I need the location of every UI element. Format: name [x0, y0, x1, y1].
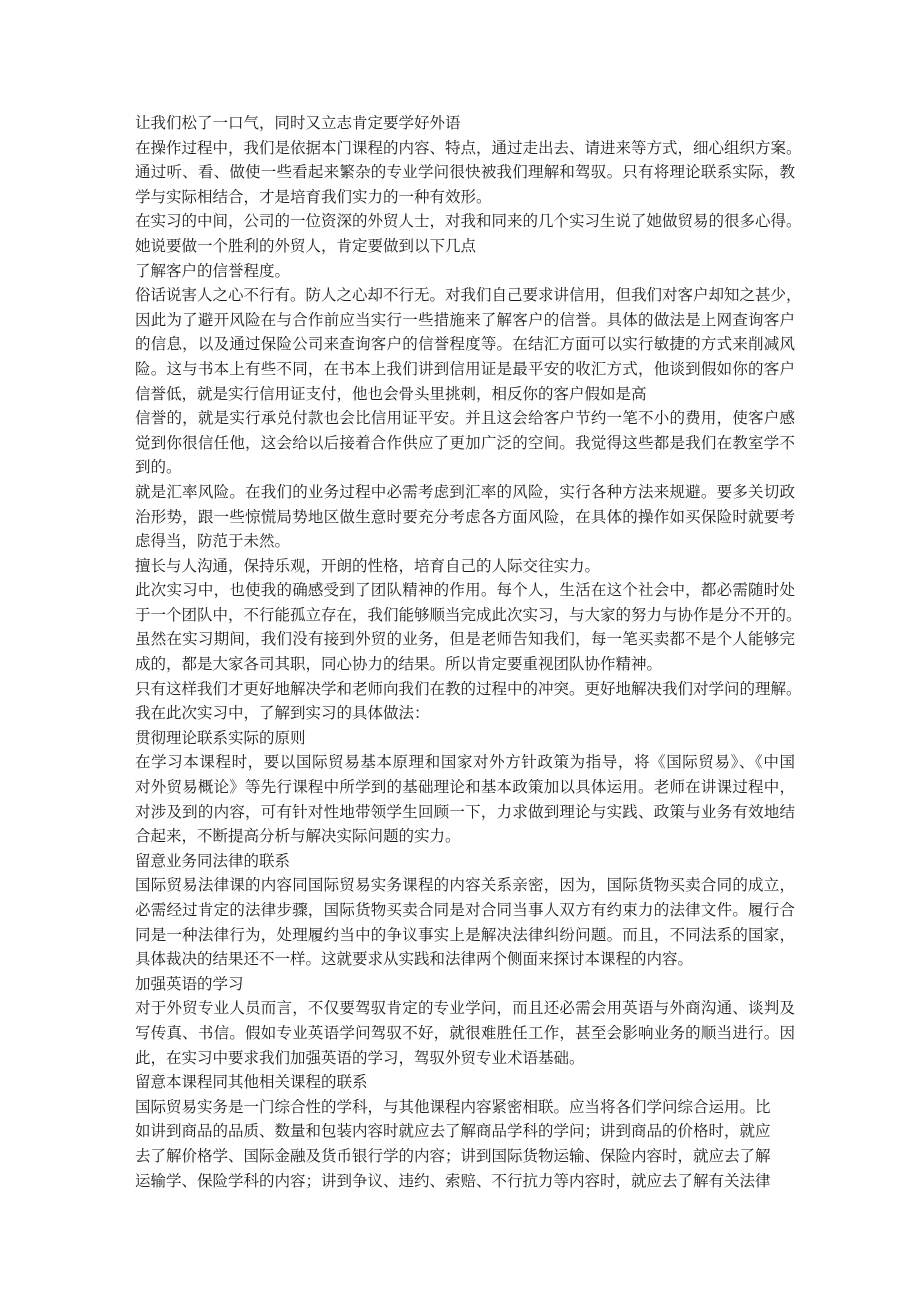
text-line: 成的，都是大家各司其职，同心协力的结果。所以肯定要重视团队协作精神。	[135, 655, 663, 674]
text-line: 同是一种法律行为，处理履约当中的争议事实上是解决法律纠纷问题。而且，不同法系的国家，	[135, 925, 795, 944]
text-line: 虑得当，防范于未然。	[135, 532, 291, 551]
text-line: 加强英语的学习	[135, 974, 244, 993]
text-line: 对涉及到的内容，可有针对性地带领学生回顾一下，力求做到理论与实践、政策与业务有效地结	[135, 802, 795, 821]
text-line: 了解客户的信誉程度。	[135, 261, 291, 280]
text-line: 具体裁决的结果还不一样。这就要求从实践和法律两个侧面来探讨本课程的内容。	[135, 950, 694, 969]
text-line: 只有这样我们才更好地解决学和老师向我们在教的过程中的冲突。更好地解决我们对学问的理解。	[135, 679, 802, 698]
text-line: 运输学、保险学科的内容；讲到争议、违约、索赔、不行抗力等内容时，就应去了解有关法律	[135, 1171, 771, 1190]
text-line: 在操作过程中，我们是依据本门课程的内容、特点，通过走出去、请进来等方式，细心组织方案。	[135, 138, 802, 157]
text-line: 贯彻理论联系实际的原则	[135, 728, 306, 747]
text-line: 到的。	[135, 458, 182, 477]
text-line: 此次实习中，也使我的确感受到了团队精神的作用。每个人，生活在这个社会中，都必需随时处	[135, 581, 795, 600]
text-line: 留意业务同法律的联系	[135, 851, 291, 870]
text-line: 对于外贸专业人员而言，不仅要驾驭肯定的专业学问，而且还必需会用英语与外商沟通、谈判及	[135, 999, 795, 1018]
text-line: 在学习本课程时，要以国际贸易基本原理和国家对外方针政策为指导，将《国际贸易》、《中国	[135, 753, 795, 772]
text-line: 她说要做一个胜利的外贸人，肯定要做到以下几点	[135, 236, 477, 255]
text-line: 虽然在实习期间，我们没有接到外贸的业务，但是老师告知我们，每一笔买卖都不是个人能够完	[135, 630, 795, 649]
text-line: 就是汇率风险。在我们的业务过程中必需考虑到汇率的风险，实行各种方法来规避。要多关切政	[135, 482, 795, 501]
text-line: 的信息，以及通过保险公司来查询客户的信誉程度等。在结汇方面可以实行敏捷的方式来削减风	[135, 335, 795, 354]
text-line: 觉到你很信任他，这会给以后接着合作供应了更加广泛的空间。我觉得这些都是我们在教室学不	[135, 433, 795, 452]
document-body	[135, 111, 802, 1193]
text-line: 信誉低，就是实行信用证支付，他也会骨头里挑刺，相反你的客户假如是高	[135, 384, 647, 403]
text-line: 留意本课程同其他相关课程的联系	[135, 1073, 368, 1092]
text-line: 去了解价格学、国际金融及货币银行学的内容；讲到国际货物运输、保险内容时，就应去了解	[135, 1146, 771, 1165]
text-line: 对外贸易概论》等先行课程中所学到的基础理论和基本政策加以具体运用。老师在讲课过程中，	[135, 778, 795, 797]
text-line: 治形势，跟一些惊慌局势地区做生意时要充分考虑各方面风险，在具体的操作如买保险时就要考	[135, 507, 795, 526]
text-line: 险。这与书本上有些不同，在书本上我们讲到信用证是最平安的收汇方式，他谈到假如你的客户	[135, 359, 795, 378]
text-line: 让我们松了一口气，同时又立志肯定要学好外语	[135, 114, 461, 132]
text-line: 于一个团队中，不行能孤立存在，我们能够顺当完成此次实习，与大家的努力与协作是分不开的。	[135, 605, 802, 624]
text-line: 因此为了避开风险在与合作前应当实行一些措施来了解客户的信誉。具体的做法是上网查询客户	[135, 310, 795, 329]
text-line: 必需经过肯定的法律步骤，国际货物买卖合同是对合同当事人双方有约束力的法律文件。履行合	[135, 901, 795, 919]
text-line: 信誉的，就是实行承兑付款也会比信用证平安。并且这会给客户节约一笔不小的费用，使客户感	[135, 409, 795, 428]
text-line: 合起来，不断提高分析与解决实际问题的实力。	[135, 827, 461, 846]
text-line: 擅长与人沟通，保持乐观，开朗的性格，培育自己的人际交往实力。	[135, 556, 601, 575]
text-line: 此，在实习中要求我们加强英语的学习，驾驭外贸专业术语基础。	[135, 1048, 585, 1067]
text-line: 国际贸易法律课的内容同国际贸易实务课程的内容关系亲密，因为，国际货物买卖合同的成立，	[135, 876, 795, 895]
text-line: 学与实际相结合，才是培育我们实力的一种有效形。	[135, 187, 492, 206]
text-line: 我在此次实习中，了解到实习的具体做法：	[135, 704, 430, 723]
text-line: 在实习的中间，公司的一位资深的外贸人士，对我和同来的几个实习生说了她做贸易的很多心得。	[135, 212, 802, 231]
text-line: 如讲到商品的品质、数量和包装内容时就应去了解商品学科的学问；讲到商品的价格时，就应	[135, 1122, 771, 1141]
text-line: 通过听、看、做使一些看起来繁杂的专业学问很快被我们理解和驾驭。只有将理论联系实际，教	[135, 163, 795, 182]
text-line: 国际贸易实务是一门综合性的学科，与其他课程内容紧密相联。应当将各们学问综合运用。比	[135, 1097, 771, 1116]
text-line: 写传真、书信。假如专业英语学问驾驭不好，就很难胜任工作，甚至会影响业务的顺当进行。因	[135, 1023, 795, 1042]
text-line: 俗话说害人之心不行有。防人之心却不行无。对我们自己要求讲信用，但我们对客户却知之甚少，	[135, 286, 802, 305]
